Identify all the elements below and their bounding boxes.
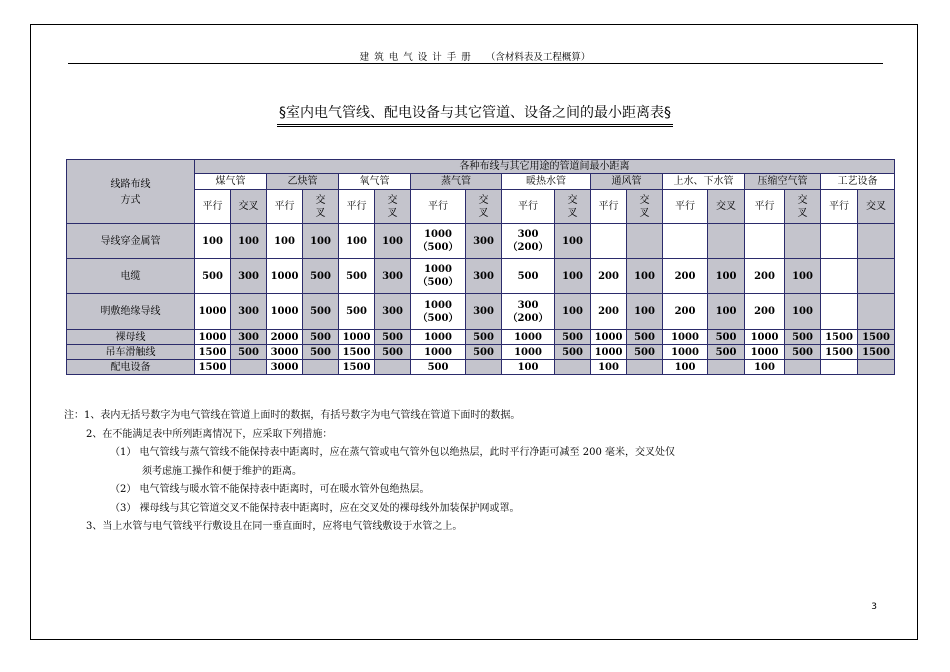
table-cell: 1000 <box>745 345 785 360</box>
table-cell: 100 <box>745 360 785 375</box>
table-cell <box>785 224 821 259</box>
table-cell: 1500 <box>821 330 858 345</box>
table-cell <box>591 224 627 259</box>
sub-header: 交 叉 <box>555 190 591 224</box>
table-cell: 100 <box>375 224 411 259</box>
sub-header: 平行 <box>267 190 303 224</box>
table-cell <box>303 360 339 375</box>
table-cell <box>708 224 745 259</box>
table-cell: 500 <box>708 330 745 345</box>
row-label: 明敷绝缘导线 <box>67 294 195 330</box>
table-cell: 200 <box>745 294 785 330</box>
table-cell: 100 <box>195 224 231 259</box>
table-cell <box>858 224 895 259</box>
table-cell: 1000 （500） <box>411 294 466 330</box>
table-cell: 1000 <box>411 330 466 345</box>
table-row <box>67 294 895 330</box>
table-cell: 100 <box>663 360 708 375</box>
header-subtitle: （含材料表及工程概算） <box>485 52 591 63</box>
table-cell: 100 <box>785 294 821 330</box>
table-cell: 1500 <box>858 345 895 360</box>
table-cell: 500 <box>303 345 339 360</box>
table-cell: 500 <box>555 330 591 345</box>
sub-header: 交 叉 <box>785 190 821 224</box>
sub-header: 平行 <box>745 190 785 224</box>
table-cell: 1500 <box>195 360 231 375</box>
table-cell: 500 <box>375 330 411 345</box>
table-cell: 300 <box>231 330 267 345</box>
table-cell: 300 （200） <box>502 224 555 259</box>
table-cell <box>858 294 895 330</box>
table-cell: 500 <box>466 345 502 360</box>
group-header: 氧气管 <box>339 174 411 190</box>
note-2-3: （3） 裸母线与其它管道交叉不能保持表中距离时，应在交叉处的裸母线外加装保护网或罩。 <box>110 502 520 514</box>
table-cell: 2000 <box>267 330 303 345</box>
row-label: 裸母线 <box>67 330 195 345</box>
distance-table <box>66 159 895 375</box>
table-cell: 500 <box>339 294 375 330</box>
table-cell: 200 <box>663 294 708 330</box>
note-3: 3、当上水管与电气管线平行敷设且在同一垂直面时，应将电气管线敷设于水管之上。 <box>86 521 463 532</box>
table-cell: 300 <box>231 259 267 294</box>
table-cell: 1500 <box>821 345 858 360</box>
table-cell: 1000 <box>411 345 466 360</box>
table-cell: 1000 （500） <box>411 224 466 259</box>
table-cell: 200 <box>745 259 785 294</box>
group-header: 工艺设备 <box>821 174 895 190</box>
note-2-1-cont: 须考虑施工操作和便于维护的距离。 <box>142 465 302 477</box>
table-cell: 1500 <box>339 360 375 375</box>
row-label: 电缆 <box>67 259 195 294</box>
table-cell <box>785 360 821 375</box>
table-row <box>67 345 895 360</box>
group-header: 通风管 <box>591 174 663 190</box>
table-cell: 500 <box>339 259 375 294</box>
table-cell: 200 <box>591 294 627 330</box>
running-header <box>31 49 919 63</box>
table-cell: 100 <box>555 294 591 330</box>
table-cell <box>375 360 411 375</box>
table-cell: 300 <box>466 259 502 294</box>
sub-header: 交 叉 <box>375 190 411 224</box>
group-header: 乙炔管 <box>267 174 339 190</box>
group-header: 蒸气管 <box>411 174 502 190</box>
sub-header: 交 叉 <box>466 190 502 224</box>
table-cell: 100 <box>708 294 745 330</box>
row-label: 导线穿金属管 <box>67 224 195 259</box>
table-cell: 300 <box>231 294 267 330</box>
table-cell: 200 <box>591 259 627 294</box>
table-cell: 1000 <box>502 345 555 360</box>
table-cell: 1000 <box>591 345 627 360</box>
table-cell: 200 <box>663 259 708 294</box>
table-cell: 1000 （500） <box>411 259 466 294</box>
table-cell <box>821 294 858 330</box>
note-2-2: （2） 电气管线与暖水管不能保持表中距离时，可在暖水管外包绝热层。 <box>110 484 430 495</box>
table-cell: 500 <box>555 345 591 360</box>
table-cell: 1000 <box>267 259 303 294</box>
corner-header <box>67 160 195 224</box>
table-cell: 1000 <box>663 330 708 345</box>
corner-label-1: 线路布线 <box>110 179 151 190</box>
sub-header: 平行 <box>195 190 231 224</box>
table-cell: 1000 <box>745 330 785 345</box>
table-cell: 300 <box>375 259 411 294</box>
table-cell: 500 <box>627 330 663 345</box>
table-cell: 3000 <box>267 360 303 375</box>
row-label: 配电设备 <box>67 360 195 375</box>
table-cell: 1500 <box>339 345 375 360</box>
corner-label-2: 方式 <box>120 195 141 206</box>
sub-header: 平行 <box>591 190 627 224</box>
table-cell: 500 <box>231 345 267 360</box>
table-cell <box>745 224 785 259</box>
table-row <box>67 360 895 375</box>
table-cell: 1000 <box>195 330 231 345</box>
header-rule <box>68 63 883 64</box>
table-cell: 100 <box>555 224 591 259</box>
table-cell <box>821 259 858 294</box>
table-cell: 1500 <box>195 345 231 360</box>
sub-header: 平行 <box>821 190 858 224</box>
sub-header: 平行 <box>502 190 555 224</box>
table-cell: 100 <box>339 224 375 259</box>
sub-header: 平行 <box>411 190 466 224</box>
table-cell: 100 <box>231 224 267 259</box>
sub-header: 平行 <box>663 190 708 224</box>
table-cell: 3000 <box>267 345 303 360</box>
table-cell: 500 <box>708 345 745 360</box>
table-cell: 500 <box>785 330 821 345</box>
header-title: 建 筑 电 气 设 计 手 册 <box>359 52 472 63</box>
table-cell <box>627 224 663 259</box>
document-title <box>31 102 919 127</box>
table-cell: 500 <box>785 345 821 360</box>
top-header: 各种布线与其它用途的管道间最小距离 <box>195 160 895 174</box>
table-cell <box>627 360 663 375</box>
page-frame <box>30 24 918 640</box>
table-cell: 1000 <box>339 330 375 345</box>
table-cell: 1000 <box>591 330 627 345</box>
table-cell: 500 <box>303 294 339 330</box>
sub-header: 平行 <box>339 190 375 224</box>
table-cell <box>555 360 591 375</box>
table-cell: 300 （200） <box>502 294 555 330</box>
table-cell: 500 <box>303 259 339 294</box>
table-cell: 1500 <box>858 330 895 345</box>
table-row <box>67 224 895 259</box>
table-cell: 300 <box>375 294 411 330</box>
table-cell: 1000 <box>502 330 555 345</box>
table-cell: 1000 <box>195 294 231 330</box>
table-cell: 100 <box>303 224 339 259</box>
sub-header: 交 叉 <box>627 190 663 224</box>
table-cell: 300 <box>466 224 502 259</box>
table-cell <box>466 360 502 375</box>
table-row <box>67 330 895 345</box>
table-cell <box>821 360 858 375</box>
table-cell: 100 <box>591 360 627 375</box>
notes <box>64 407 864 537</box>
group-header: 上水、下水管 <box>663 174 745 190</box>
table-cell: 100 <box>708 259 745 294</box>
table-cell: 100 <box>267 224 303 259</box>
table-cell <box>821 224 858 259</box>
table-cell: 500 <box>627 345 663 360</box>
sub-header: 交叉 <box>858 190 895 224</box>
table-cell: 100 <box>627 259 663 294</box>
document-title-text: §室内电气管线、配电设备与其它管道、设备之间的最小距离表§ <box>277 102 673 127</box>
table-cell <box>858 259 895 294</box>
table-cell <box>708 360 745 375</box>
group-header: 煤气管 <box>195 174 267 190</box>
table-cell <box>231 360 267 375</box>
table-cell: 500 <box>303 330 339 345</box>
table-cell: 500 <box>466 330 502 345</box>
table-cell: 500 <box>502 259 555 294</box>
row-label: 吊车滑触线 <box>67 345 195 360</box>
note-2-1: （1） 电气管线与蒸气管线不能保持表中距离时，应在蒸气管或电气管外包以绝热层，此时平行净距可减至 200 毫米，交叉处仅 <box>110 447 675 458</box>
table-cell: 500 <box>411 360 466 375</box>
page-number: 3 <box>871 602 877 612</box>
header-row-top <box>67 160 895 174</box>
table-cell: 500 <box>195 259 231 294</box>
group-header: 压缩空气管 <box>745 174 821 190</box>
sub-header: 交叉 <box>708 190 745 224</box>
table-cell: 1000 <box>663 345 708 360</box>
table-cell: 300 <box>466 294 502 330</box>
note-1: 注：1、表内无括号数字为电气管线在管道上面时的数据，有括号数字为电气管线在管道下面时的数据。 <box>64 410 521 421</box>
table-cell <box>858 360 895 375</box>
table-cell: 500 <box>375 345 411 360</box>
table-cell: 100 <box>785 259 821 294</box>
note-2: 2、在不能满足表中所列距离情况下，应采取下列措施： <box>86 428 333 440</box>
table-cell: 100 <box>627 294 663 330</box>
table-cell: 1000 <box>267 294 303 330</box>
sub-header: 交叉 <box>231 190 267 224</box>
table-cell <box>663 224 708 259</box>
table-cell: 100 <box>555 259 591 294</box>
sub-header: 交 叉 <box>303 190 339 224</box>
group-header: 暖热水管 <box>502 174 591 190</box>
table-row <box>67 259 895 294</box>
table-cell: 100 <box>502 360 555 375</box>
